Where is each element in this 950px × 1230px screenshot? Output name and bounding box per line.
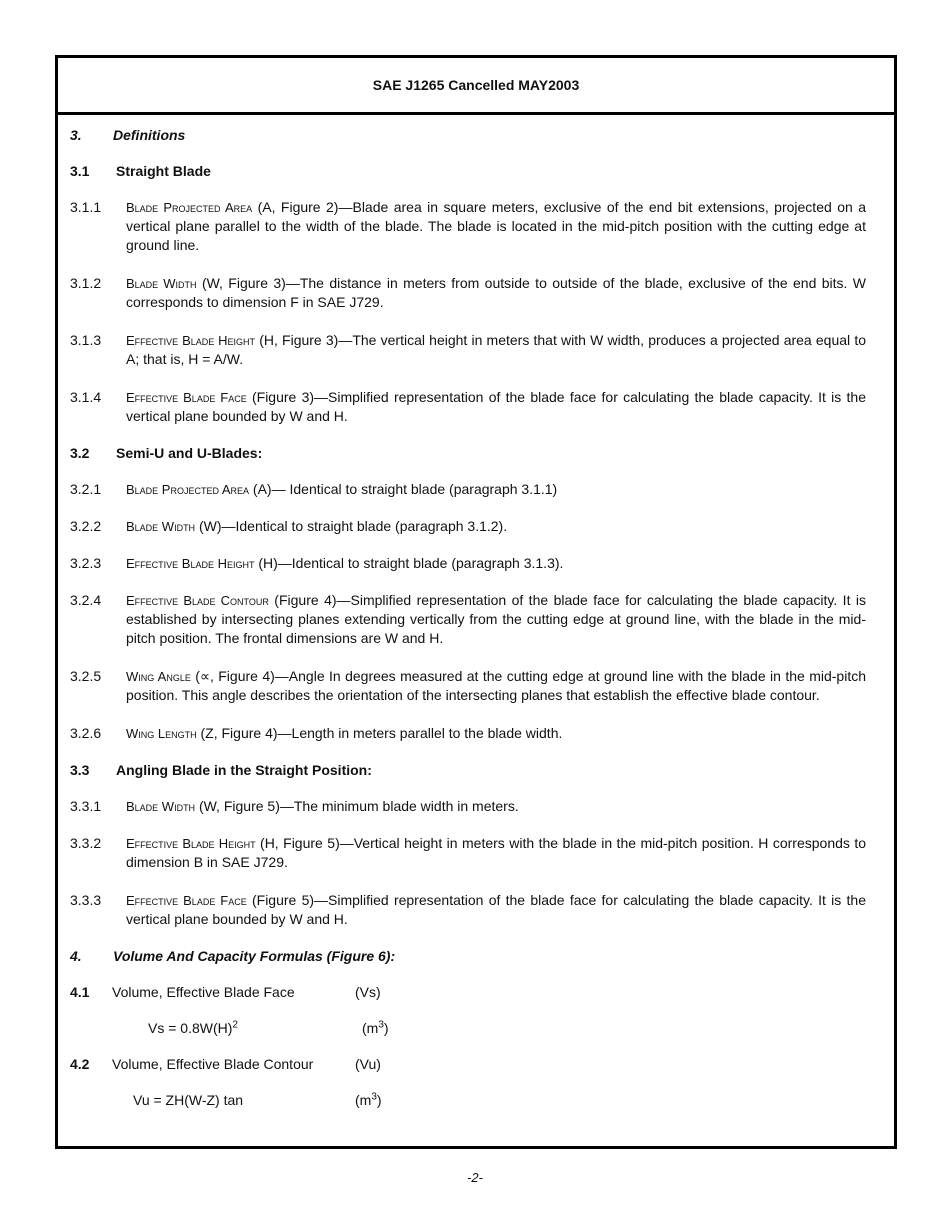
- definition: —The distance in meters from outside to outside of the blade, exclusive of the end bits. W corresponds to dimension F in SAE J729.: [126, 275, 867, 310]
- formula-number: 4.2: [70, 1056, 90, 1072]
- unit: (m: [362, 1020, 379, 1036]
- term-ref: (W, Figure 3): [196, 275, 286, 291]
- page-frame: [55, 55, 897, 1149]
- paragraph-3-3-2: [70, 834, 866, 872]
- section-title: Angling Blade in the Straight Position:: [116, 762, 372, 778]
- paragraph-3-1-1: [70, 198, 866, 255]
- unit-exponent: 3: [378, 1019, 384, 1031]
- formula-4-1-equation: [70, 1019, 866, 1037]
- paragraph-3-3-1: [70, 797, 866, 816]
- formula-symbol: (Vu): [355, 1056, 381, 1072]
- paragraph-number: 3.1.1: [70, 199, 102, 215]
- term: Effective Blade Height: [126, 333, 256, 348]
- definition: —The minimum blade width in meters.: [279, 798, 519, 814]
- term-ref: (A, Figure 2): [252, 199, 339, 215]
- paragraph-number: 3.2.5: [70, 668, 102, 684]
- equation-exponent: 2: [232, 1019, 238, 1031]
- term-ref: (W, Figure 5): [195, 798, 280, 814]
- unit-exponent: 3: [371, 1091, 377, 1103]
- page-number: -2-: [467, 1170, 483, 1185]
- definition: —Identical to straight blade (paragraph 3.1.3).: [277, 555, 564, 571]
- term: Effective Blade Contour: [126, 593, 269, 608]
- paragraph-3-1-3: [70, 331, 866, 369]
- equation: Vu = ZH(W-Z) tan: [133, 1092, 244, 1108]
- paragraph-number: 3.2.1: [70, 481, 102, 497]
- paragraph-number: 3.2.4: [70, 592, 102, 608]
- paragraph-number: 3.3.1: [70, 798, 102, 814]
- term: Effective Blade Face: [126, 390, 247, 405]
- term: Wing Angle: [126, 669, 191, 684]
- section-4-heading: [70, 947, 866, 965]
- paragraph-3-3-3: [70, 891, 866, 929]
- term-ref: (Figure 3): [246, 389, 315, 405]
- term: Effective Blade Face: [126, 893, 247, 908]
- equation: Vs = 0.8W(H): [148, 1020, 233, 1036]
- unit-close: ): [383, 1020, 389, 1036]
- definition: —Blade area in square meters, exclusive of the end bit extensions, projected on a vertical plane parallel to the width of the blade. The blade is located in the mid-pitch position with the cutting edge at ground line.: [126, 199, 866, 253]
- term: Blade Projected Area: [126, 482, 250, 497]
- term: Wing Length: [126, 726, 197, 741]
- term: Blade Projected Area: [126, 200, 253, 215]
- formula-4-2-equation: [70, 1091, 866, 1109]
- section-title: Straight Blade: [116, 163, 211, 179]
- unit: (m: [355, 1092, 372, 1108]
- section-3-3-heading: [70, 761, 866, 779]
- paragraph-number: 3.1.4: [70, 389, 102, 405]
- term-ref: (Z, Figure 4): [196, 725, 278, 741]
- document-header: [58, 58, 894, 115]
- document-body: [70, 126, 866, 1109]
- definition: —Simplified representation of the blade face for calculating the blade capacity. It is established by intersecting planes extending vertically from the cutting edge at ground line, with the blade in the mid-pitch position. The frontal dimensions are W and H.: [126, 592, 866, 646]
- paragraph-3-2-6: [70, 724, 866, 743]
- paragraph-number: 3.1.2: [70, 275, 102, 291]
- paragraph-3-2-4: [70, 591, 866, 648]
- term-ref: (∝, Figure 4): [190, 668, 275, 684]
- paragraph-3-1-2: [70, 274, 866, 312]
- paragraph-3-2-2: [70, 517, 866, 536]
- paragraph-3-2-5: [70, 667, 866, 705]
- section-title: Semi-U and U-Blades:: [116, 445, 263, 461]
- section-3-heading: [70, 126, 866, 144]
- term: Blade Width: [126, 519, 196, 534]
- unit-close: ): [376, 1092, 382, 1108]
- definition: —Simplified representation of the blade face for calculating the blade capacity. It is the vertical plane bounded by W and H.: [126, 389, 866, 424]
- paragraph-3-2-1: [70, 480, 866, 499]
- paragraph-number: 3.3.3: [70, 892, 102, 908]
- term-ref: (H, Figure 5): [255, 835, 340, 851]
- term-ref: (Figure 4): [268, 592, 337, 608]
- definition: — Identical to straight blade (paragraph 3.1.1): [271, 481, 558, 497]
- section-number: 3.2: [70, 445, 90, 461]
- section-3-2-heading: [70, 444, 866, 462]
- paragraph-number: 3.1.3: [70, 332, 102, 348]
- definition: —Simplified representation of the blade face for calculating the blade capacity. It is the vertical plane bounded by W and H.: [126, 892, 866, 927]
- section-number: 3.3: [70, 762, 90, 778]
- term-ref: (H, Figure 3): [255, 332, 339, 348]
- paragraph-number: 3.2.2: [70, 518, 102, 534]
- formula-4-2-heading: [70, 1055, 866, 1073]
- paragraph-number: 3.2.6: [70, 725, 102, 741]
- definition: —Length in meters parallel to the blade width.: [277, 725, 563, 741]
- term-ref: (Figure 5): [246, 892, 315, 908]
- paragraph-3-1-4: [70, 388, 866, 426]
- term: Blade Width: [126, 799, 196, 814]
- term-ref: (W): [195, 518, 222, 534]
- document-title: SAE J1265 Cancelled MAY2003: [372, 77, 580, 93]
- formula-number: 4.1: [70, 984, 90, 1000]
- term-ref: (A): [249, 481, 272, 497]
- term: Effective Blade Height: [126, 836, 256, 851]
- formula-symbol: (Vs): [355, 984, 381, 1000]
- formula-label: Volume, Effective Blade Face: [112, 984, 295, 1000]
- paragraph-3-2-3: [70, 554, 866, 573]
- term: Effective Blade Height: [126, 556, 255, 571]
- formula-4-1-heading: [70, 983, 866, 1001]
- section-title: Definitions: [113, 127, 186, 143]
- formula-label: Volume, Effective Blade Contour: [112, 1056, 314, 1072]
- definition: —Vertical height in meters with the blade in the mid-pitch position. H corresponds to dimension B in SAE J729.: [126, 835, 867, 870]
- section-number: 3.1: [70, 163, 90, 179]
- section-3-1-heading: [70, 162, 866, 180]
- paragraph-number: 3.2.3: [70, 555, 102, 571]
- definition: —The vertical height in meters that with W width, produces a projected area equal to A; that is, H = A/W.: [126, 332, 866, 367]
- term: Blade Width: [126, 276, 197, 291]
- definition: —Angle In degrees measured at the cutting edge at ground line with the blade in the mid-pitch position. This angle describes the orientation of the intersecting planes that establish the effective blade contour.: [126, 668, 867, 703]
- paragraph-number: 3.3.2: [70, 835, 102, 851]
- term-ref: (H): [254, 555, 278, 571]
- section-number: 3.: [70, 127, 82, 143]
- definition: —Identical to straight blade (paragraph 3.1.2).: [221, 518, 508, 534]
- section-title: Volume And Capacity Formulas (Figure 6):: [113, 948, 396, 964]
- section-number: 4.: [70, 948, 82, 964]
